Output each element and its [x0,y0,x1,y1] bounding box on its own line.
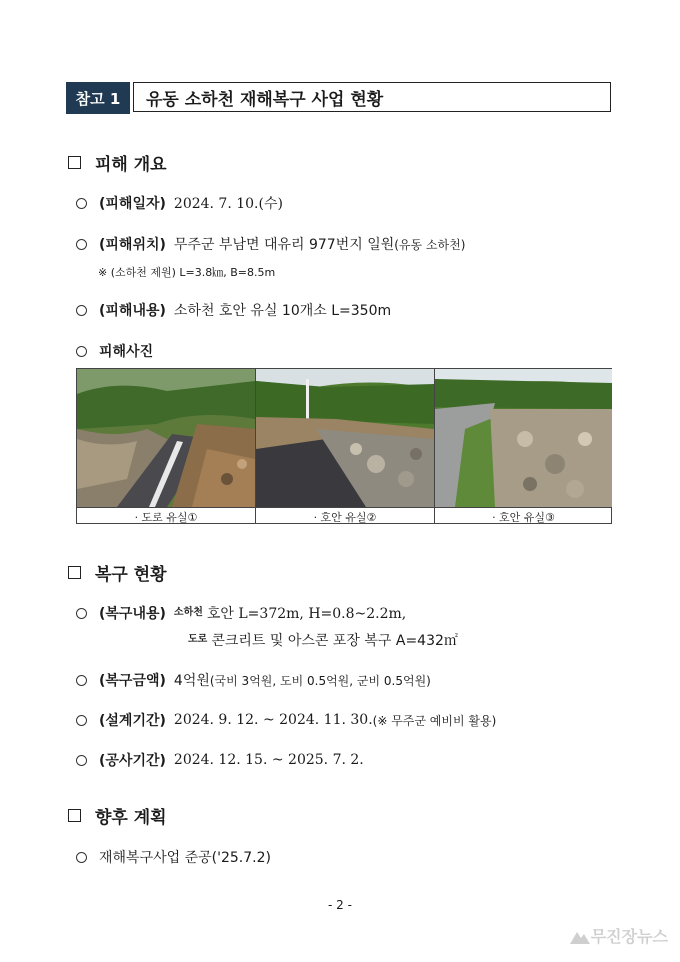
damage-photo-table [76,368,612,524]
section-future-plan [68,803,167,828]
circle-bullet-icon [76,346,87,357]
photo-caption-1: · 도로 유실① [77,507,255,525]
photo-caption-3: · 호안 유실③ [435,507,612,525]
recovery-cost-paren: (국비 3억원, 도비 0.5억원, 군비 0.5억원) [209,673,431,688]
square-bullet-icon [68,156,81,169]
recovery-content-line [76,603,406,623]
damage-date-value: 2024. 7. 10.(수) [173,196,283,212]
circle-bullet-icon [76,675,87,686]
damage-content-line [76,300,391,320]
recovery-line-2: 콘크리트 및 아스콘 포장 복구 A=432㎡ [211,633,458,649]
recovery-content-line-2 [188,630,458,650]
stream-tag: 소하천 [173,606,203,618]
damage-location-paren: (유동 소하천) [394,237,466,252]
road-tag: 도로 [188,633,208,645]
section-heading: 피해 개요 [95,155,167,175]
design-period-value: 2024. 9. 12. ~ 2024. 11. 30. [173,712,373,728]
section-damage-overview [68,150,167,175]
section-heading: 향후 계획 [95,808,167,828]
page-number: - 2 - [328,898,352,912]
design-period-line [76,710,496,730]
damage-photo-3 [435,369,612,507]
circle-bullet-icon [76,608,87,619]
reference-badge: 참고 1 [66,82,130,114]
circle-bullet-icon [76,852,87,863]
damage-date-label: (피해일자) [99,196,166,212]
recovery-cost-value: 4억원 [173,673,210,689]
news-watermark [569,924,668,947]
construction-period-line [76,750,364,770]
design-period-label: (설계기간) [99,713,166,729]
damage-date-line [76,193,283,213]
recovery-cost-label: (복구금액) [99,673,166,689]
stream-spec-note: ※ (소하천 제원) L=3.8㎞, B=8.5m [98,266,276,279]
square-bullet-icon [68,809,81,822]
damage-photo-1 [77,369,255,507]
square-bullet-icon [68,566,81,579]
damage-location-value: 무주군 부남면 대유리 977번지 일원 [173,237,395,253]
circle-bullet-icon [76,239,87,250]
section-recovery-status [68,560,167,585]
construction-period-label: (공사기간) [99,753,166,769]
photo-caption-2: · 호안 유실② [256,507,434,525]
damage-location-line [76,234,465,254]
circle-bullet-icon [76,305,87,316]
circle-bullet-icon [76,755,87,766]
damage-photo-2 [256,369,434,507]
recovery-line-1: 호안 L=372m, H=0.8~2.2m, [206,606,407,622]
circle-bullet-icon [76,715,87,726]
watermark-text: 무진장뉴스 [590,927,668,946]
future-plan-item: 재해복구사업 준공('25.7.2) [99,850,271,866]
recovery-cost-line [76,670,431,690]
construction-period-value: 2024. 12. 15. ~ 2025. 7. 2. [173,752,364,768]
damage-content-value: 소하천 호안 유실 10개소 L=350m [173,303,392,319]
damage-photo-line [76,341,161,361]
damage-content-label: (피해내용) [99,303,166,319]
mountain-logo-icon [569,927,591,945]
section-heading: 복구 현황 [95,565,167,585]
circle-bullet-icon [76,198,87,209]
design-period-paren: (※ 무주군 예비비 활용) [372,713,497,728]
recovery-content-label: (복구내용) [99,606,166,622]
page-title: 유동 소하천 재해복구 사업 현황 [133,82,611,112]
future-plan-line [76,847,271,867]
damage-location-label: (피해위치) [99,237,166,253]
damage-photo-label: 피해사진 [99,344,154,360]
